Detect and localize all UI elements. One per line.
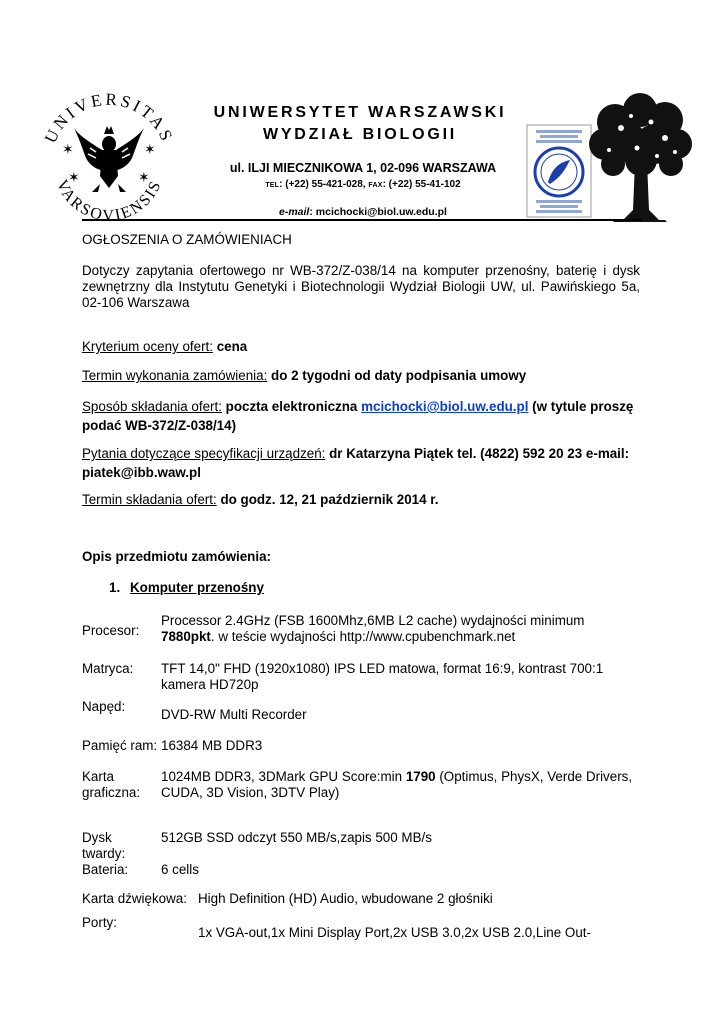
deadline-row: Termin wykonania zamówienia: do 2 tygodni od daty podpisania umowy [82, 368, 527, 383]
gpu-value: 1024MB DDR3, 3DMark GPU Score:min 1790 (Optimus, PhysX, Verde Drivers, CUDA, 3D Vision, 3DTV Play) [161, 769, 633, 800]
drive-value: DVD-RW Multi Recorder [161, 707, 307, 722]
battery-label: Bateria: [82, 862, 129, 877]
item-title: Komputer przenośny [130, 580, 264, 595]
spec-heading: Opis przedmiotu zamówienia: [82, 549, 271, 564]
audio-value: High Definition (HD) Audio, wbudowane 2 głośniki [198, 891, 493, 906]
questions-row: Pytania dotyczące specyfikacji urządzeń: dr Katarzyna Piątek tel. (4822) 592 20 23 e-mail: piatek@ibb.waw.pl [82, 446, 630, 480]
svg-text:✶: ✶ [138, 170, 150, 186]
svg-text:✶: ✶ [62, 142, 74, 158]
memory-value: 16384 MB DDR3 [161, 738, 263, 753]
method-row: Sposób składania ofert: poczta elektroniczna mcichocki@biol.uw.edu.pl (w tytule proszę podać WB-372/Z-038/14) [82, 399, 634, 433]
method-email-link[interactable]: mcichocki@biol.uw.edu.pl [361, 399, 529, 414]
address: ul. ILJI MIECZNIKOWA 1, 02-096 WARSZAWA [229, 161, 497, 175]
display-label: Matryca: [82, 661, 134, 676]
disk-value: 512GB SSD odczyt 550 MB/s,zapis 500 MB/s [161, 830, 432, 845]
header-divider [82, 219, 642, 221]
memory-label: Pamięć ram: [82, 738, 158, 753]
svg-text:VARSOVIENSIS: VARSOVIENSIS [52, 177, 166, 225]
disk-label: Dysk twardy: [82, 830, 126, 861]
criterion-row: Kryterium oceny ofert: cena [82, 339, 248, 354]
drive-label: Napęd: [82, 699, 126, 714]
tree-logo [585, 92, 695, 222]
svg-text:✶: ✶ [68, 170, 80, 186]
university-name: UNIWERSYTET WARSZAWSKI [213, 104, 507, 121]
ports-value: 1x VGA-out,1x Mini Display Port,2x USB 3.0,2x USB 2.0,Line Out- [198, 925, 591, 940]
processor-value: Processor 2.4GHz (FSB 1600Mhz,6MB L2 cache) wydajności minimum 7880pkt. w teście wydajności http://www.cpubenchmark.net [161, 613, 585, 644]
faculty-name: WYDZIAŁ BIOLOGII [262, 126, 458, 143]
display-value: TFT 14,0" FHD (1920x1080) IPS LED matowa, format 16:9, kontrast 700:1 kamera HD720p [161, 661, 604, 692]
faculty-stamp-logo [526, 124, 592, 218]
svg-text:✶: ✶ [144, 142, 156, 158]
audio-label: Karta dźwiękowa: [82, 891, 187, 906]
processor-label: Procesor: [82, 623, 140, 638]
university-seal-logo [34, 84, 184, 230]
header-email: e-mail: mcichocki@biol.uw.edu.pl [279, 206, 447, 218]
gpu-label: Karta graficzna: [82, 769, 141, 800]
battery-value: 6 cells [161, 862, 199, 877]
notice-title: OGŁOSZENIA O ZAMÓWIENIACH [82, 232, 292, 247]
svg-text:UNIVERSITAS: UNIVERSITAS [40, 89, 178, 147]
submission-row: Termin składania ofert: do godz. 12, 21 październik 2014 r. [82, 492, 439, 507]
ports-label: Porty: [82, 915, 117, 930]
item-number: 1. [109, 580, 121, 595]
notice-intro: Dotyczy zapytania ofertowego nr WB-372/Z-038/14 na komputer przenośny, baterię i dysk zewnętrzny dla Instytutu Genetyki i Biotechnologii Wydział Biologii UW, ul. Pawińskiego 5a, 02-106 Warszawa [82, 263, 640, 310]
contact-phone-fax: TEL: (+22) 55-421-028, FAX: (+22) 55-41-102 [265, 179, 461, 190]
